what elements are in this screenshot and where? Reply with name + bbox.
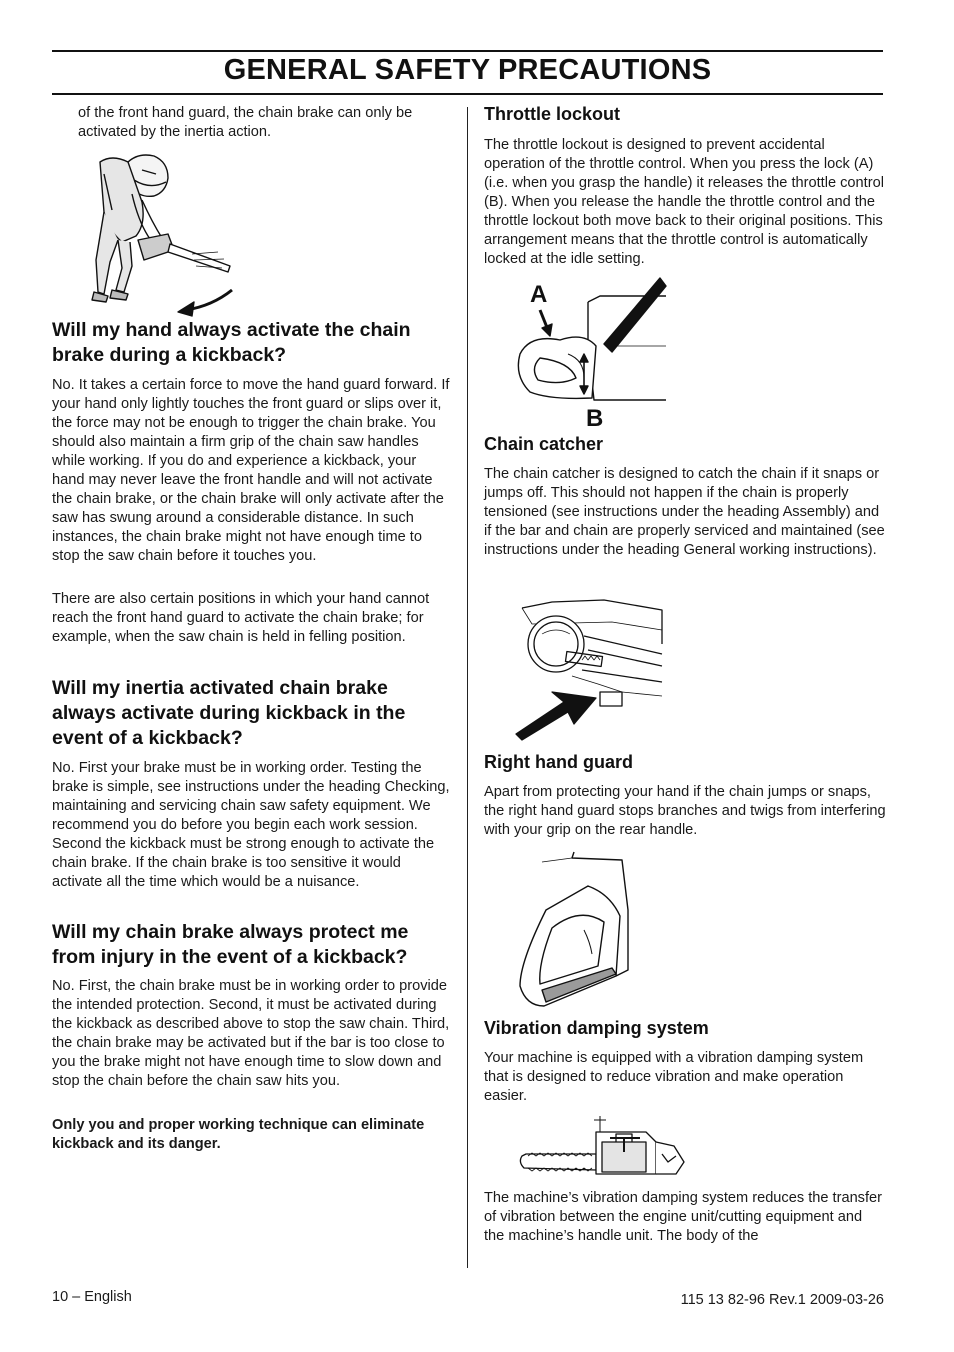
throttle-lockout-illustration [500, 274, 670, 432]
page-title: GENERAL SAFETY PRECAUTIONS [223, 54, 712, 86]
throttle-lockout-text: The throttle lockout is designed to prevent accidental operation of the throttle control. When you press the lock (A) (i.e. when you grasp the handle) it releases the throttle control (B). When you release the handle the throttle control and the throttle lockout both move back to their original positions. This arrangement means that the throttle control is automatically locked at the idle setting. [484, 137, 884, 267]
section-heading-brake-protect: Will my chain brake always protect me from injury in the event of a kickback? [52, 921, 409, 968]
chain-catcher-text: The chain catcher is designed to catch the chain if it snaps or jumps off. This should not happen if the chain is properly tensioned (see instructions under the heading Assembly) and if the bar and chain are properly serviced and maintained (see instructions under the heading General working instructions). [484, 466, 885, 558]
paragraph: There are also certain positions in which your hand cannot reach the front hand guard to activate the chain brake; for example, when the saw chain is held in felling position. [52, 591, 430, 645]
footer-page-number: 10 – English [52, 1289, 132, 1305]
vibration-text-1: Your machine is equipped with a vibration damping system that is designed to reduce vibration and make operation easier. [484, 1050, 864, 1104]
section-heading-chain-catcher: Chain catcher [484, 434, 604, 454]
right-hand-guard-illustration [512, 850, 632, 1010]
operator-kickback-illustration [82, 150, 242, 315]
paragraph: No. First your brake must be in working order. Testing the brake is simple, see instructions under the heading Checking, maintaining and servicing chain saw safety equipment. We recommend you do before you begin each work session. Second the kickback must be strong enough to activate the chain brake. If the chain brake is too sensitive it would activate all the time which would be a nuisance. [52, 760, 450, 890]
footer-document-id: 115 13 82-96 Rev.1 2009-03-26 [680, 1292, 884, 1308]
intro-text: of the front hand guard, the chain brake can only be activated by the inertia action. [78, 105, 413, 140]
header-top-rule [52, 50, 883, 52]
chain-catcher-illustration [512, 584, 672, 740]
label-b: B [586, 405, 604, 432]
bold-note: Only you and proper working technique can eliminate kickback and its danger. [52, 1117, 425, 1152]
label-a: A [530, 281, 548, 308]
vibration-damping-illustration [516, 1112, 688, 1184]
vibration-text-2: The machine’s vibration damping system reduces the transfer of vibration between the engine unit/cutting equipment and the machine’s handle unit. The body of the [484, 1190, 883, 1244]
paragraph: No. First, the chain brake must be in working order to provide the intended protection. Second, it must be activated during the kickback as described above to stop the saw chain. Third, the chain brake may be activated but if the bar is too close to you the brake might not have enough time to slow down and stop the chain before the chain saw hits you. [52, 978, 450, 1089]
right-hand-guard-text: Apart from protecting your hand if the chain jumps or snaps, the right hand guard stops branches and twigs from interfering with your grip on the rear handle. [484, 784, 886, 838]
column-divider [467, 107, 468, 1268]
section-heading-vibration-damping: Vibration damping system [484, 1018, 709, 1038]
header-bottom-rule [52, 93, 883, 95]
section-heading-right-hand-guard: Right hand guard [484, 752, 633, 772]
paragraph: No. It takes a certain force to move the hand guard forward. If your hand only lightly touches the front guard or slips over it, the force may not be enough to trigger the chain brake. You should also maintain a firm grip of the chain saw handles while working. If you do and experience a kickback, your hand may never leave the front handle and will not activate the chain brake, or the chain brake will only activate after the saw has swung around a considerable distance. In such instances, the chain brake might not have enough time to stop the saw chain before it touches you. [52, 377, 450, 564]
section-heading-throttle-lockout: Throttle lockout [484, 104, 620, 124]
section-heading-hand-activate: Will my hand always activate the chain brake during a kickback? [52, 319, 411, 366]
section-heading-inertia-activate: Will my inertia activated chain brake always activate during kickback in the event of a kickback? [52, 677, 406, 749]
